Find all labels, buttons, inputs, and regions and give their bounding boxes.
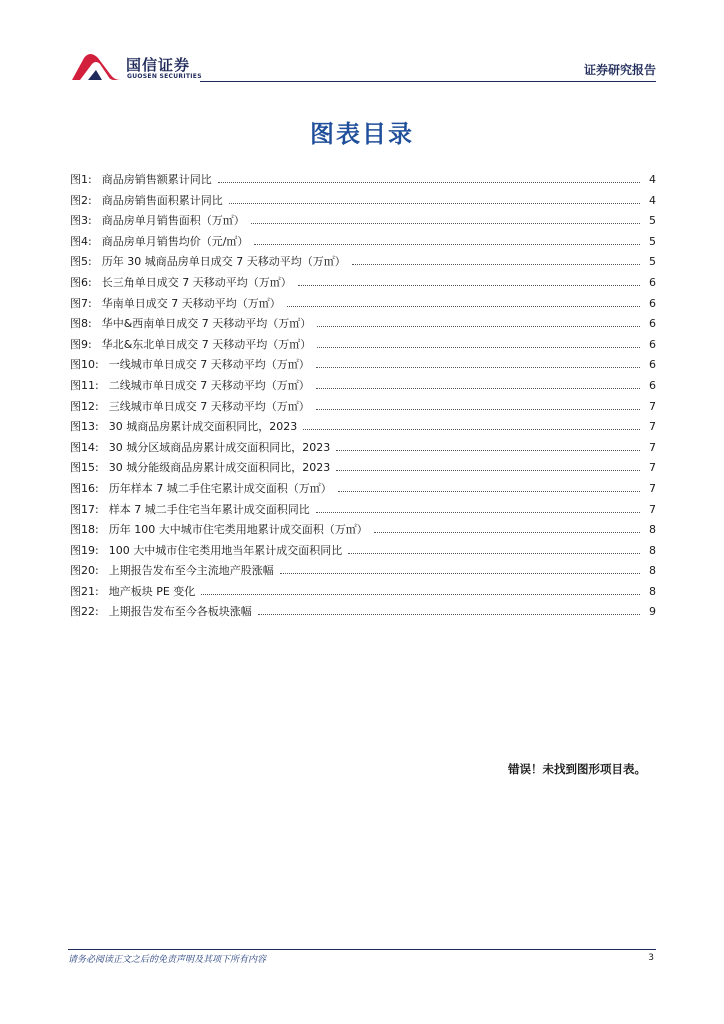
toc-entry-title: 30 城商品房累计成交面积同比，2023 — [108, 420, 298, 434]
toc-entry-page: 9 — [649, 605, 656, 619]
toc-entry-title: 商品房销售面积累计同比 — [101, 193, 223, 207]
toc-entry-label: 图8: — [70, 317, 92, 331]
toc-entry[interactable] — [70, 314, 656, 335]
toc-entry-page: 7 — [649, 440, 656, 454]
toc-dot-leader — [316, 366, 640, 368]
toc-entry-page: 6 — [649, 275, 656, 289]
toc-dot-leader — [317, 325, 640, 327]
toc-entry-title: 上期报告发布至今主流地产股涨幅 — [108, 564, 274, 578]
toc-dot-leader — [254, 243, 640, 245]
toc-entry-page: 8 — [649, 564, 656, 578]
toc-dot-leader — [316, 408, 640, 410]
guosen-logo-icon — [70, 52, 124, 82]
toc-entry[interactable] — [70, 355, 656, 376]
toc-entry-page: 5 — [649, 234, 656, 248]
toc-dot-leader — [298, 284, 640, 286]
toc-dot-leader — [317, 346, 640, 348]
toc-dot-leader — [336, 449, 640, 451]
toc-entry-page: 6 — [649, 378, 656, 392]
toc-dot-leader — [218, 181, 640, 183]
toc-dot-leader — [338, 490, 640, 492]
toc-entry-label: 图14: — [70, 440, 99, 454]
toc-entry-title: 商品房单月销售均价（元/㎡） — [101, 234, 249, 248]
toc-entry-page: 8 — [649, 523, 656, 537]
toc-entry-title: 二线城市单日成交 7 天移动平均（万㎡） — [108, 378, 310, 392]
toc-entry-label: 图1: — [70, 173, 92, 186]
toc-dot-leader — [258, 613, 640, 615]
footer-divider — [68, 949, 656, 950]
toc-entry-title: 华北&东北单日成交 7 天移动平均（万㎡） — [101, 337, 312, 351]
toc-entry[interactable] — [70, 294, 656, 315]
toc-entry-title: 商品房单月销售面积（万㎡） — [101, 214, 245, 228]
toc-entry[interactable] — [70, 252, 656, 273]
toc-entry-page: 7 — [649, 399, 656, 413]
toc-entry[interactable] — [70, 479, 656, 500]
toc-entry-title: 历年 100 大中城市住宅类用地累计成交面积（万㎡） — [108, 523, 368, 537]
toc-entry-title: 一线城市单日成交 7 天移动平均（万㎡） — [108, 358, 310, 372]
toc-entry-page: 7 — [649, 420, 656, 434]
toc-entry-page: 4 — [649, 173, 656, 186]
toc-entry-page: 5 — [649, 214, 656, 228]
toc-dot-leader — [251, 222, 640, 224]
toc-entry[interactable] — [70, 170, 656, 191]
toc-entry-title: 商品房销售额累计同比 — [101, 173, 212, 186]
toc-entry-label: 图16: — [70, 481, 99, 495]
report-type-label: 证券研究报告 — [583, 63, 656, 77]
footer-disclaimer: 请务必阅读正文之后的免责声明及其项下所有内容 — [68, 955, 267, 965]
toc-entry[interactable] — [70, 561, 656, 582]
toc-entry-label: 图10: — [70, 358, 99, 372]
toc-entry-title: 三线城市单日成交 7 天移动平均（万㎡） — [108, 399, 310, 413]
toc-entry-label: 图20: — [70, 564, 99, 578]
toc-entry[interactable] — [70, 582, 656, 603]
toc-entry-page: 7 — [649, 481, 656, 495]
toc-entry[interactable] — [70, 417, 656, 438]
toc-entry[interactable] — [70, 602, 656, 623]
toc-entry-label: 图19: — [70, 543, 99, 557]
toc-entry-page: 7 — [649, 502, 656, 516]
toc-entry-title: 上期报告发布至今各板块涨幅 — [108, 605, 252, 619]
toc-entry-label: 图2: — [70, 193, 92, 207]
toc-entry-title: 华南单日成交 7 天移动平均（万㎡） — [101, 296, 281, 310]
toc-entry[interactable] — [70, 541, 656, 562]
toc-entry-page: 8 — [649, 543, 656, 557]
brand-name-cn: 国信证券 — [126, 56, 191, 74]
toc-entry-label: 图7: — [70, 296, 92, 310]
toc-dot-leader — [374, 531, 640, 533]
toc-dot-leader — [352, 263, 640, 265]
toc-dot-leader — [280, 572, 640, 574]
brand-name-en: GUOSEN SECURITIES — [127, 73, 202, 80]
toc-entry[interactable] — [70, 458, 656, 479]
toc-entry-page: 6 — [649, 337, 656, 351]
toc-dot-leader — [303, 428, 640, 430]
figure-table-of-contents — [70, 170, 656, 623]
toc-entry-page: 6 — [649, 296, 656, 310]
toc-entry-page: 6 — [649, 317, 656, 331]
toc-entry[interactable] — [70, 438, 656, 459]
toc-entry-title: 长三角单日成交 7 天移动平均（万㎡） — [101, 275, 292, 289]
toc-entry-title: 历年样本 7 城二手住宅累计成交面积（万㎡） — [108, 481, 332, 495]
toc-dot-leader — [201, 593, 640, 595]
toc-dot-leader — [287, 305, 640, 307]
toc-entry-page: 4 — [649, 193, 656, 207]
toc-entry[interactable] — [70, 520, 656, 541]
toc-entry-label: 图12: — [70, 399, 99, 413]
toc-entry[interactable] — [70, 376, 656, 397]
toc-entry-title: 历年 30 城商品房单日成交 7 天移动平均（万㎡） — [101, 255, 346, 269]
toc-entry-label: 图17: — [70, 502, 99, 516]
toc-dot-leader — [316, 387, 640, 389]
toc-entry-label: 图5: — [70, 255, 92, 269]
toc-entry-label: 图22: — [70, 605, 99, 619]
toc-entry-label: 图6: — [70, 275, 92, 289]
toc-entry-label: 图21: — [70, 584, 99, 598]
toc-entry[interactable] — [70, 397, 656, 418]
toc-entry[interactable] — [70, 211, 656, 232]
toc-entry-label: 图4: — [70, 234, 92, 248]
toc-entry[interactable] — [70, 232, 656, 253]
toc-entry-label: 图9: — [70, 337, 92, 351]
toc-entry-title: 华中&西南单日成交 7 天移动平均（万㎡） — [101, 317, 312, 331]
toc-entry[interactable] — [70, 500, 656, 521]
toc-entry-title: 100 大中城市住宅类用地当年累计成交面积同比 — [108, 543, 343, 557]
error-note: 错误！未找到图形项目表。 — [508, 762, 646, 776]
toc-entry[interactable] — [70, 335, 656, 356]
toc-entry-label: 图13: — [70, 420, 99, 434]
toc-entry[interactable] — [70, 191, 656, 212]
toc-entry-label: 图15: — [70, 461, 99, 475]
toc-entry-page: 7 — [649, 461, 656, 475]
toc-entry-title: 30 城分区域商品房累计成交面积同比，2023 — [108, 440, 331, 454]
toc-entry-title: 地产板块 PE 变化 — [108, 584, 196, 598]
toc-entry-label: 图18: — [70, 523, 99, 537]
toc-entry[interactable] — [70, 273, 656, 294]
page-number: 3 — [648, 953, 654, 963]
header-divider — [200, 81, 656, 82]
toc-entry-page: 6 — [649, 358, 656, 372]
toc-entry-label: 图11: — [70, 378, 99, 392]
toc-dot-leader — [316, 511, 640, 513]
toc-entry-label: 图3: — [70, 214, 92, 228]
toc-entry-title: 样本 7 城二手住宅当年累计成交面积同比 — [108, 502, 310, 516]
toc-entry-page: 5 — [649, 255, 656, 269]
page-header — [0, 0, 724, 90]
page-title: 图表目录 — [310, 120, 414, 148]
toc-dot-leader — [348, 552, 640, 554]
toc-entry-page: 8 — [649, 584, 656, 598]
toc-entry-title: 30 城分能级商品房累计成交面积同比，2023 — [108, 461, 331, 475]
toc-dot-leader — [336, 469, 640, 471]
toc-dot-leader — [229, 202, 640, 204]
